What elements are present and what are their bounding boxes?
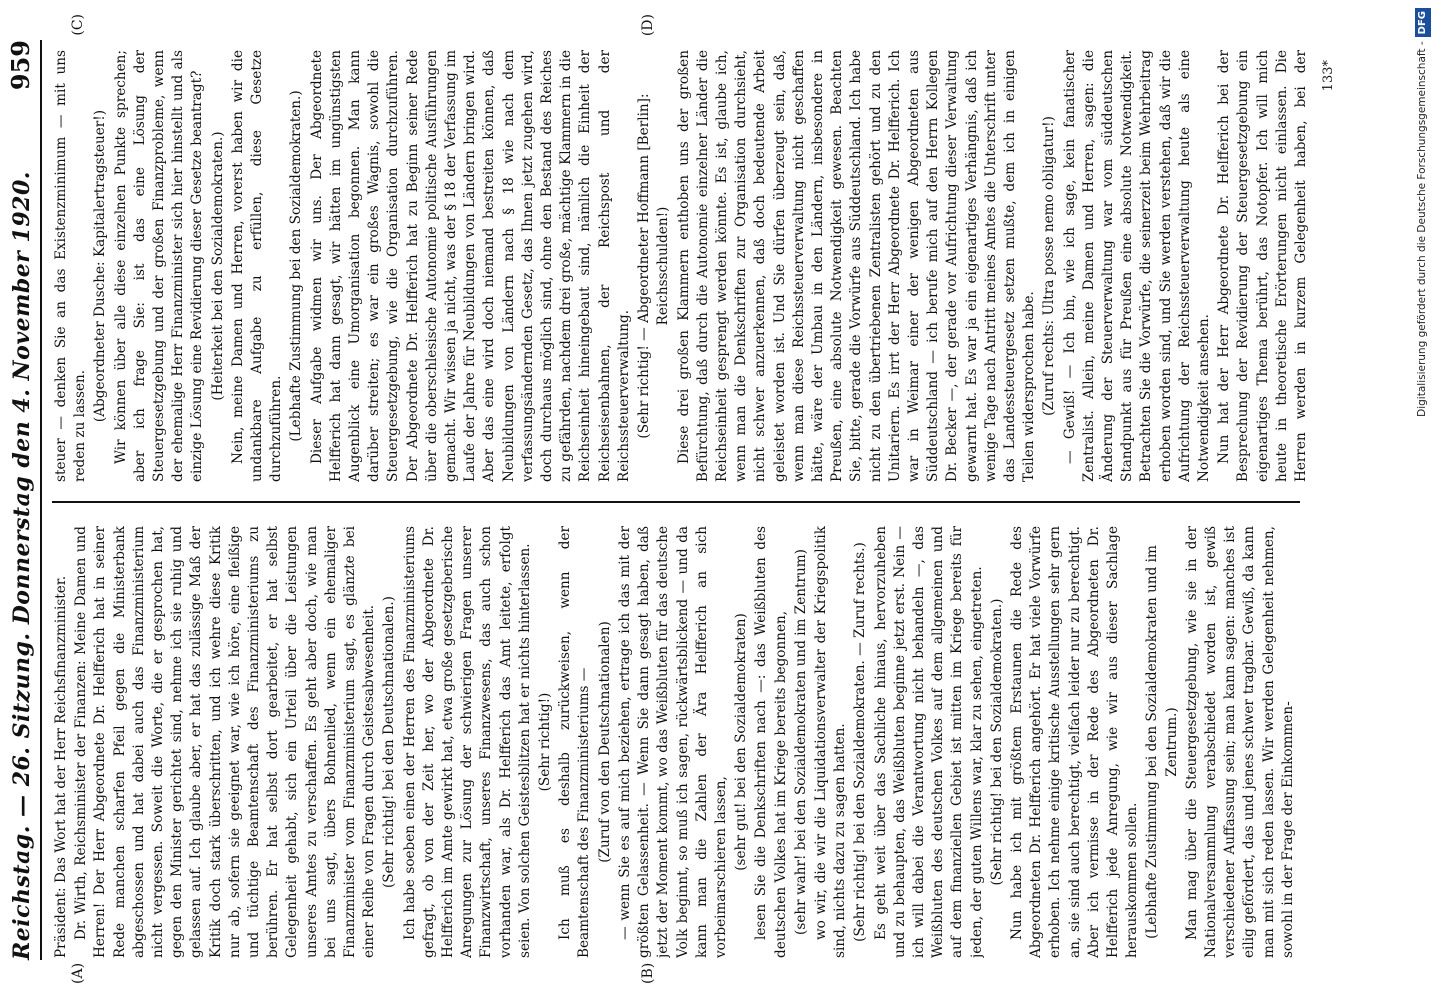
digitization-credit [1414,8,1430,992]
right-text-column [52,50,1312,482]
paragraph: Nun habe ich mit größtem Erstaunen die Rede des Abgeordneten Dr. Helfferich angehört. Er hat viele Vorwürfe erhoben. Ich nehme einige kritische Ausstellungen sehr gern an, sie sind auch berechtigt, vielfach leider nur zu berechtigt. Aber ich vermisse in der Rede des Abgeordneten Dr. Helfferich jede Anregung, wie wir aus dieser Sachlage herauskommen sollen. [1008,526,1141,958]
margin-marker-a: (A) [70,962,86,984]
paragraph: Ich habe soeben einen der Herren des Finanzministeriums gefragt, ob von der Zeit her, wo der Abgeordnete Dr. Helfferich im Amte gewirkt hat, etwa große gesetzgeberische Anregungen zur Lösung der schwierigen Fragen unserer Finanzwirtschaft, unseres Finanzwesens, das auch schon vorhanden war, als Dr. Helfferich das Amt leitete, erfolgt seien. Von solchen Geistesblitzen hat er nichts hinterlassen. [401,526,533,958]
paragraph: Dieser Aufgabe widmen wir uns. Der Abgeordnete Helfferich hat dann gesagt, wir hätten im ungünstigsten Augenblick eine Umorganisation begonnen. Man kann darüber streiten; es war ein großes Wagnis, sowohl die Steuergesetzgebung, wie die Organisation durchzuführen. Der Abgeordnete Dr. Helfferich hat zu Beginn seiner Rede über die oberschlesische Autonomie politische Ausführungen gemacht. Wir wissen ja nicht, was der § 18 der Verfassung im Laufe der Jahre für Neubildungen von Ländern bringen wird. Aber das eine wird doch niemand bestreiten können, daß Neubildungen von Ländern nach § 18 wie nach dem verfassungsändernden Gesetz, das Ihnen jetzt zugehen wird, doch durchaus möglich sind, ohne den Bestand des Reiches zu gefährden, nachdem drei große, mächtige Klammern in die Reichseinheit hineingebaut sind, nämlich die Einheit der Reichseisenbahnen, der Reichspost und der Reichssteuerverwaltung. [308,50,632,482]
paragraph: — wenn Sie es auf mich beziehen, ertrage ich das mit der größten Gelassenheit. — Wenn Sie dann gesagt haben, daß jetzt der Moment kommt, wo das Weißbluten für das deutsche Volk beginnt, so muß ich sagen, rückwärtsblickend — und da kann man die Zahlen der Ära Helfferich an sich vorbeimarschieren lassen, [616,526,729,958]
footer-number: 133* [1321,60,1336,92]
dfg-logo: DFG [1415,8,1431,37]
paragraph: Dr. Wirth, Reichsminister der Finanzen: Meine Damen und Herren! Der Herr Abgeordnete Dr. Helfferich hat in seiner Rede manchen scharfen Pfeil gegen die Ministerbank abgeschossen und hat dabei auch das Finanzministerium nicht vergessen. Soweit die Worte, die er gesprochen hat, gegen den Minister gerichtet sind, nehme ich sie ruhig und gelassen auf. Ich glaube aber, er hat das zulässige Maß der Kritik doch stark überschritten, und ich wehre diese Kritik nur ab, sofern sie geeignet war, wie ich höre, eine fleißige und tüchtige Beamtenschaft des Finanzministeriums zu berühren. Er hat selbst dort gearbeitet, er hat selbst Gelegenheit gehabt, sich ein Urteil über die Leistungen unseres Amtes zu verschaffen. Es geht aber doch, wie man bei uns sagt, übers Bohnenlied, wenn ein ehemaliger Finanzminister vom Finanzministerium sagt, es glänzte bei einer Reihe von Fragen durch Geistesabwesenheit. [73,526,378,958]
interjection-line: (Sehr richtig! bei den Sozialdemokraten.) [988,598,1005,886]
interjection-line: (sehr wahr! bei den Sozialdemokraten und im Zentrum) [792,549,809,935]
paragraph: Präsident: Das Wort hat der Herr Reichsfinanzminister. [53,575,69,958]
page-header [6,40,42,960]
paragraph: steuer — denken Sie an das Existenzminimum — mit uns reden zu lassen. [53,50,89,482]
interjection-line: (Sehr richtig!) [537,692,554,792]
rotated-document-page [0,14,1340,984]
left-text-column [52,526,1312,958]
paragraph: wo wir, die wir die Liquidationsverwalter der Kriegspolitik sind, nichts dazu zu sagen hatten. [812,526,849,958]
interjection-line: (Sehr richtig! bei den Deutschnationalen.) [381,596,398,888]
margin-marker-d: (D) [640,14,656,37]
margin-marker-c: (C) [70,14,86,36]
interjection-line: (Zuruf von den Deutschnationalen) [596,621,613,863]
interjection-line: (Zuruf rechts: Ultra posse nemo obligatur!) [1041,116,1058,416]
column-divider [52,501,1300,503]
interjection-line: (Lebhafte Zustimmung bei den Sozialdemokraten und im Zentrum.) [1144,545,1180,939]
interjection-line: (Lebhafte Zustimmung bei den Sozialdemokraten.) [288,90,305,442]
paragraph: Man mag über die Steuergesetzgebung, wie sie in der Nationalversammlung verabschiedet worden ist, gewiß verschiedener Auffassung sein; man kann sagen: manches ist eilig gefördert, das und jenes schwer tragbar. Gewiß, da kann man mit sich reden lassen. Wir werden Gelegenheit nehmen, sowohl in der Frage der Einkommen- [1183,526,1296,958]
interjection-line: (Abgeordneter Dusche: Kapitalertragsteuer!) [92,109,109,423]
paragraph: Wir können über alle diese einzelnen Punkte sprechen; aber ich frage Sie: ist das eine Lösung der Steuergesetzgebung und der großen Finanzprobleme, wenn der ehemalige Herr Finanzminister sich hier hinstellt und als einzige Lösung eine Revidierung dieser Gesetze beantragt? [112,50,206,482]
page-number: 959 [6,40,35,91]
interjection-line: (sehr gut! bei den Sozialdemokraten) [733,613,750,871]
paragraph: Es geht weit über das Sachliche hinaus, hervorzuheben und zu behaupten, das Weißbluten beginne jetzt erst. Nein — ich will dabei die Verantwortung nicht behandeln —, das Weißbluten des deutschen Volkes auf dem allgemeinen und auf dem finanziellen Gebiet ist mitten im Kriege bereits für jeden, der guten Willens war, klar zu sehen, eingetreten. [872,526,985,958]
paragraph: lesen Sie die Denkschriften nach —: das Weißbluten des deutschen Volkes hat im Kriege bereits begonnen, [753,526,789,958]
paragraph: Nun hat der Herr Abgeordnete Dr. Helfferich bei der Besprechung der Revidierung der Steuergesetzgebung ein eigenartiges Thema berührt, das Notopfer. Ich will mich heute in theoretische Erörterungen nicht einlassen. Die Herren werden in kurzem Gelegenheit haben, bei der [1216,50,1309,482]
interjection-line: (Heiterkeit bei den Sozialdemokraten.) [209,131,226,401]
margin-marker-b: (B) [640,962,656,984]
interjection-line: (Sehr richtig! bei den Sozialdemokraten. — Zuruf rechts.) [852,542,869,942]
paragraph: Diese drei großen Klammern enthoben uns der großen Befürchtung, daß durch die Autonomie einzelner Länder die Reichseinheit gesprengt werden könnte. Es ist, glaube ich, wenn man die Denkschriften zur Organisation durchsieht, nicht schwer anzuerkennen, daß doch bedeutende Arbeit geleistet worden ist. Und Sie dürfen überzeugt sein, daß, wenn man diese Reichssteuerverwaltung nicht geschaffen hätte, wäre der Umbau in den Ländern, insbesondere in Preußen, eine absolute Notwendigkeit gewesen. Beachten Sie, bitte, gerade die Vorwürfe aus Süddeutschland. Ich habe nicht zu den übertriebenen Zentralisten gehört und zu den Unitariern. Es irrt der Herr Abgeordnete Dr. Helfferich. Ich war in Weimar einer der wenigen Abgeordneten aus Süddeutschland — ich berufe mich auf den Herrn Kollegen Dr. Becker —, der gerade vor Aufrichtung dieser Verwaltung gewarnt hat. Es war ja ein eigenartiges Verhängnis, daß ich wenige Tage nach Antritt meines Amtes die Unterschrift unter das Landessteuergesetz setzen mußte, dem ich in einigen Teilen widersprochen habe. [675,50,1038,482]
interjection-line: (Sehr richtig! — Abgeordneter Hoffmann [Berlin]: Reichsschulden!) [636,93,672,439]
header-title: Reichstag. — 26. Sitzung. Donnerstag den 4. November 1920. [9,171,35,960]
credit-text: Digitalisierung gefördert durch die Deutsche Forschungsgemeinschaft - [1416,41,1428,417]
paragraph: — Gewiß! — Ich bin, wie ich sage, kein fanatischer Zentralist. Allein, meine Damen und Herren, sagen: die Änderung der Steuerverwaltung war vom süddeutschen Standpunkt aus für Preußen eine absolute Notwendigkeit. Betrachten Sie die Vorwürfe, die seinerzeit beim Wehrbeitrag erhoben worden sind, und Sie werden verstehen, daß wir die Aufrichtung der Reichssteuerverwaltung heute als eine Notwendigkeit ansehen. [1061,50,1212,482]
paragraph: Ich muß es deshalb zurückweisen, wenn der Beamtenschaft des Finanzministeriums — [557,526,593,958]
paragraph: Nein, meine Damen und Herren, vorerst haben wir die undankbare Aufgabe zu erfüllen, diese Gesetze durchzuführen. [229,50,285,482]
